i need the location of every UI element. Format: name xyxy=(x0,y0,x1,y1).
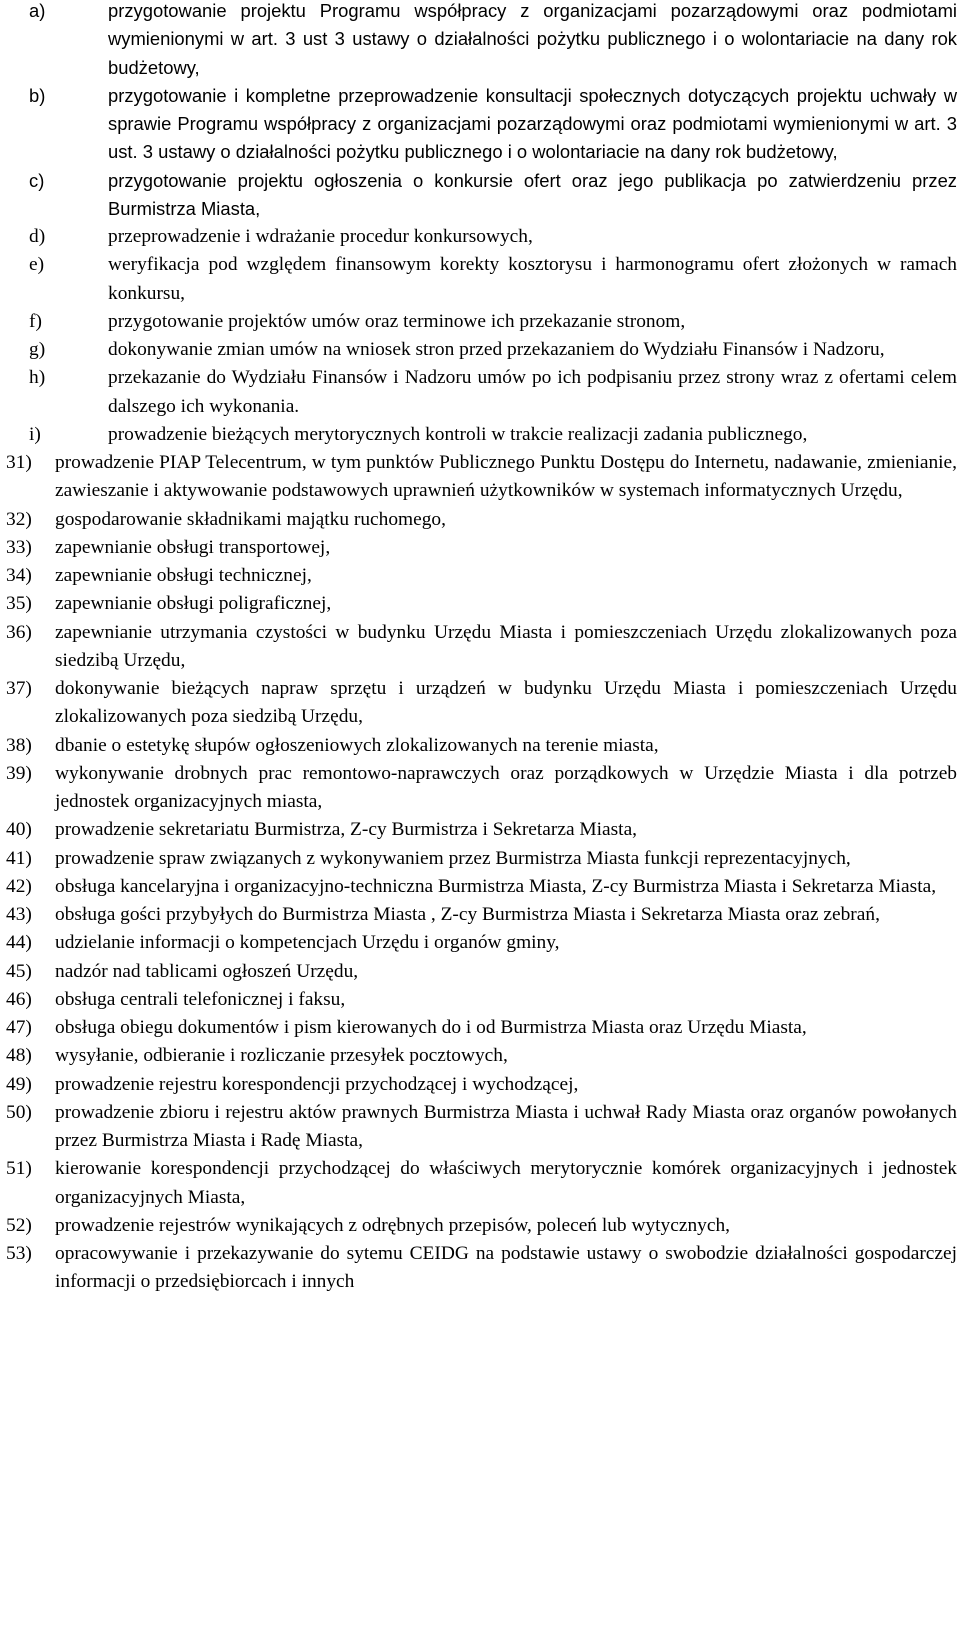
list-item-text: dokonywanie bieżących napraw sprzętu i urządzeń w budynku Urzędu Miasta i pomieszczeniach Urzędu zlokalizowanych poza siedzibą Urzędu, xyxy=(55,678,957,728)
list-item-text: przygotowanie i kompletne przeprowadzenie konsultacji społecznych dotyczących projektu uchwały w sprawie Programu współpracy z organizacjami pozarządowymi oraz podmiotami wymienionymi w art. 3 ust. 3 ustawy o działalności pożytku publicznego i o wolontariacie na dany rok budżetowy, xyxy=(108,84,957,163)
list-item-label: i) xyxy=(29,423,41,445)
list-item-number: 41) xyxy=(6,847,32,869)
list-item-53 xyxy=(0,1240,960,1297)
list-item-48 xyxy=(0,1042,960,1070)
list-item-number: 31) xyxy=(6,452,32,473)
list-item-41 xyxy=(0,845,960,873)
list-item-text: nadzór nad tablicami ogłoszeń Urzędu, xyxy=(55,960,359,982)
list-item-number: 32) xyxy=(6,508,32,530)
list-item-text: kierowanie korespondencji przychodzącej do właściwych merytorycznie komórek organizacyjnych i jednostek organizacyjnych Miasta, xyxy=(55,1158,957,1208)
list-item-number: 42) xyxy=(6,875,32,897)
numbered-task-list xyxy=(0,449,960,1297)
list-item-text: zapewnianie obsługi poligraficznej, xyxy=(55,593,332,615)
list-item-37 xyxy=(0,675,960,732)
list-item-34 xyxy=(0,562,960,590)
list-item-number: 40) xyxy=(6,819,32,841)
lettered-task-list xyxy=(0,0,960,449)
list-item-label: d) xyxy=(29,226,46,247)
list-item-text: obsługa kancelaryjna i organizacyjno-techniczna Burmistrza Miasta, Z-cy Burmistrza Miasta i Sekretarza Miasta, xyxy=(55,875,937,897)
list-item-h xyxy=(0,364,960,421)
list-item-50 xyxy=(0,1099,960,1156)
list-item-text: weryfikacja pod względem finansowym korekty kosztorysu i harmonogramu ofert złożonych w ramach konkursu, xyxy=(108,254,957,304)
list-item-text: prowadzenie zbioru i rejestru aktów prawnych Burmistrza Miasta i uchwał Rady Miasta oraz organów powołanych przez Burmistrza Miasta i Radę Miasta, xyxy=(55,1101,957,1151)
list-item-number: 36) xyxy=(6,621,32,643)
list-item-text: wysyłanie, odbieranie i rozliczanie przesyłek pocztowych, xyxy=(55,1045,508,1067)
list-item-text: zapewnianie obsługi transportowej, xyxy=(55,536,331,558)
list-item-label: g) xyxy=(29,339,46,360)
list-item-text: obsługa centrali telefonicznej i faksu, xyxy=(55,988,346,1010)
list-item-text: opracowywanie i przekazywanie do sytemu CEIDG na podstawie ustawy o swobodzie działalności gospodarczej informacji o przedsiębiorcach i innych xyxy=(55,1243,957,1293)
list-item-text: dokonywanie zmian umów na wniosek stron przed przekazaniem do Wydziału Finansów i Nadzoru, xyxy=(108,339,885,360)
list-item-45 xyxy=(0,958,960,986)
list-item-number: 50) xyxy=(6,1101,32,1123)
list-item-49 xyxy=(0,1071,960,1099)
list-item-c xyxy=(0,167,960,224)
list-item-text: wykonywanie drobnych prac remontowo-naprawczych oraz porządkowych w Urzędzie Miasta i dla potrzeb jednostek organizacyjnych miasta, xyxy=(55,762,957,812)
list-item-35 xyxy=(0,590,960,618)
list-item-text: prowadzenie rejestrów wynikających z odrębnych przepisów, poleceń lub wytycznych, xyxy=(55,1214,730,1236)
list-item-g xyxy=(0,336,960,364)
list-item-text: obsługa gości przybyłych do Burmistrza Miasta , Z-cy Burmistrza Miasta i Sekretarza Miasta oraz zebrań, xyxy=(55,904,880,925)
list-item-b xyxy=(0,82,960,167)
list-item-text: przygotowanie projektu Programu współpracy z organizacjami pozarządowymi oraz podmiotami wymienionymi w art. 3 ust 3 ustawy o działalności pożytku publicznego i o wolontariacie na dany rok budżetowy, xyxy=(108,0,957,78)
list-item-label: f) xyxy=(29,310,42,332)
list-item-text: dbanie o estetykę słupów ogłoszeniowych zlokalizowanych na terenie miasta, xyxy=(55,734,659,756)
list-item-number: 51) xyxy=(6,1158,32,1180)
list-item-label: h) xyxy=(29,367,46,389)
list-item-43 xyxy=(0,901,960,929)
list-item-text: przygotowanie projektu ogłoszenia o konkursie ofert oraz jego publikacja po zatwierdzeniu przez Burmistrza Miasta, xyxy=(108,169,957,219)
list-item-39 xyxy=(0,760,960,817)
list-item-label: c) xyxy=(29,169,45,191)
list-item-number: 34) xyxy=(6,565,32,586)
list-item-text: prowadzenie sekretariatu Burmistrza, Z-cy Burmistrza i Sekretarza Miasta, xyxy=(55,819,638,841)
list-item-31 xyxy=(0,449,960,506)
list-item-a xyxy=(0,0,960,82)
list-item-number: 38) xyxy=(6,734,32,756)
list-item-42 xyxy=(0,873,960,901)
list-item-number: 47) xyxy=(6,1017,32,1038)
list-item-47 xyxy=(0,1014,960,1042)
list-item-number: 35) xyxy=(6,593,32,615)
list-item-text: prowadzenie spraw związanych z wykonywaniem przez Burmistrza Miasta funkcji reprezentacyjnych, xyxy=(55,847,851,869)
list-item-40 xyxy=(0,816,960,844)
list-item-number: 53) xyxy=(6,1243,32,1264)
list-item-label: e) xyxy=(29,254,45,276)
list-item-number: 43) xyxy=(6,904,32,925)
list-item-text: gospodarowanie składnikami majątku ruchomego, xyxy=(55,508,446,530)
list-item-36 xyxy=(0,619,960,676)
list-item-46 xyxy=(0,986,960,1014)
list-item-number: 44) xyxy=(6,932,32,954)
list-item-text: obsługa obiegu dokumentów i pism kierowanych do i od Burmistrza Miasta oraz Urzędu Miasta, xyxy=(55,1017,807,1038)
list-item-33 xyxy=(0,534,960,562)
list-item-number: 37) xyxy=(6,678,32,699)
list-item-52 xyxy=(0,1212,960,1240)
list-item-text: udzielanie informacji o kompetencjach Urzędu i organów gminy, xyxy=(55,932,560,954)
list-item-text: zapewnianie utrzymania czystości w budynku Urzędu Miasta i pomieszczeniach Urzędu zlokalizowanych poza siedzibą Urzędu, xyxy=(55,621,957,671)
list-item-32 xyxy=(0,506,960,534)
list-item-number: 52) xyxy=(6,1214,32,1236)
list-item-51 xyxy=(0,1155,960,1212)
list-item-text: zapewnianie obsługi technicznej, xyxy=(55,565,312,586)
list-item-38 xyxy=(0,732,960,760)
list-item-text: prowadzenie rejestru korespondencji przychodzącej i wychodzącej, xyxy=(55,1073,579,1095)
list-item-number: 49) xyxy=(6,1073,32,1095)
list-item-label: b) xyxy=(29,84,46,106)
list-item-number: 46) xyxy=(6,988,32,1010)
list-item-number: 39) xyxy=(6,762,32,784)
list-item-text: przygotowanie projektów umów oraz terminowe ich przekazanie stronom, xyxy=(108,310,686,332)
list-item-44 xyxy=(0,929,960,957)
list-item-number: 45) xyxy=(6,960,32,982)
list-item-f xyxy=(0,308,960,336)
list-item-number: 48) xyxy=(6,1045,32,1067)
list-item-text: przekazanie do Wydziału Finansów i Nadzoru umów po ich podpisaniu przez strony wraz z ofertami celem dalszego ich wykonania. xyxy=(108,367,957,417)
list-item-e xyxy=(0,251,960,308)
list-item-i xyxy=(0,421,960,449)
list-item-text: prowadzenie bieżących merytorycznych kontroli w trakcie realizacji zadania publicznego, xyxy=(108,423,808,445)
list-item-label: a) xyxy=(29,0,46,21)
list-item-text: prowadzenie PIAP Telecentrum, w tym punktów Publicznego Punktu Dostępu do Internetu, nadawanie, zmienianie, zawieszanie i aktywowanie podstawowych uprawnień użytkowników w systemach informatycznych Urzędu, xyxy=(55,452,957,502)
list-item-d xyxy=(0,223,960,251)
list-item-number: 33) xyxy=(6,536,32,558)
list-item-text: przeprowadzenie i wdrażanie procedur konkursowych, xyxy=(108,226,533,247)
